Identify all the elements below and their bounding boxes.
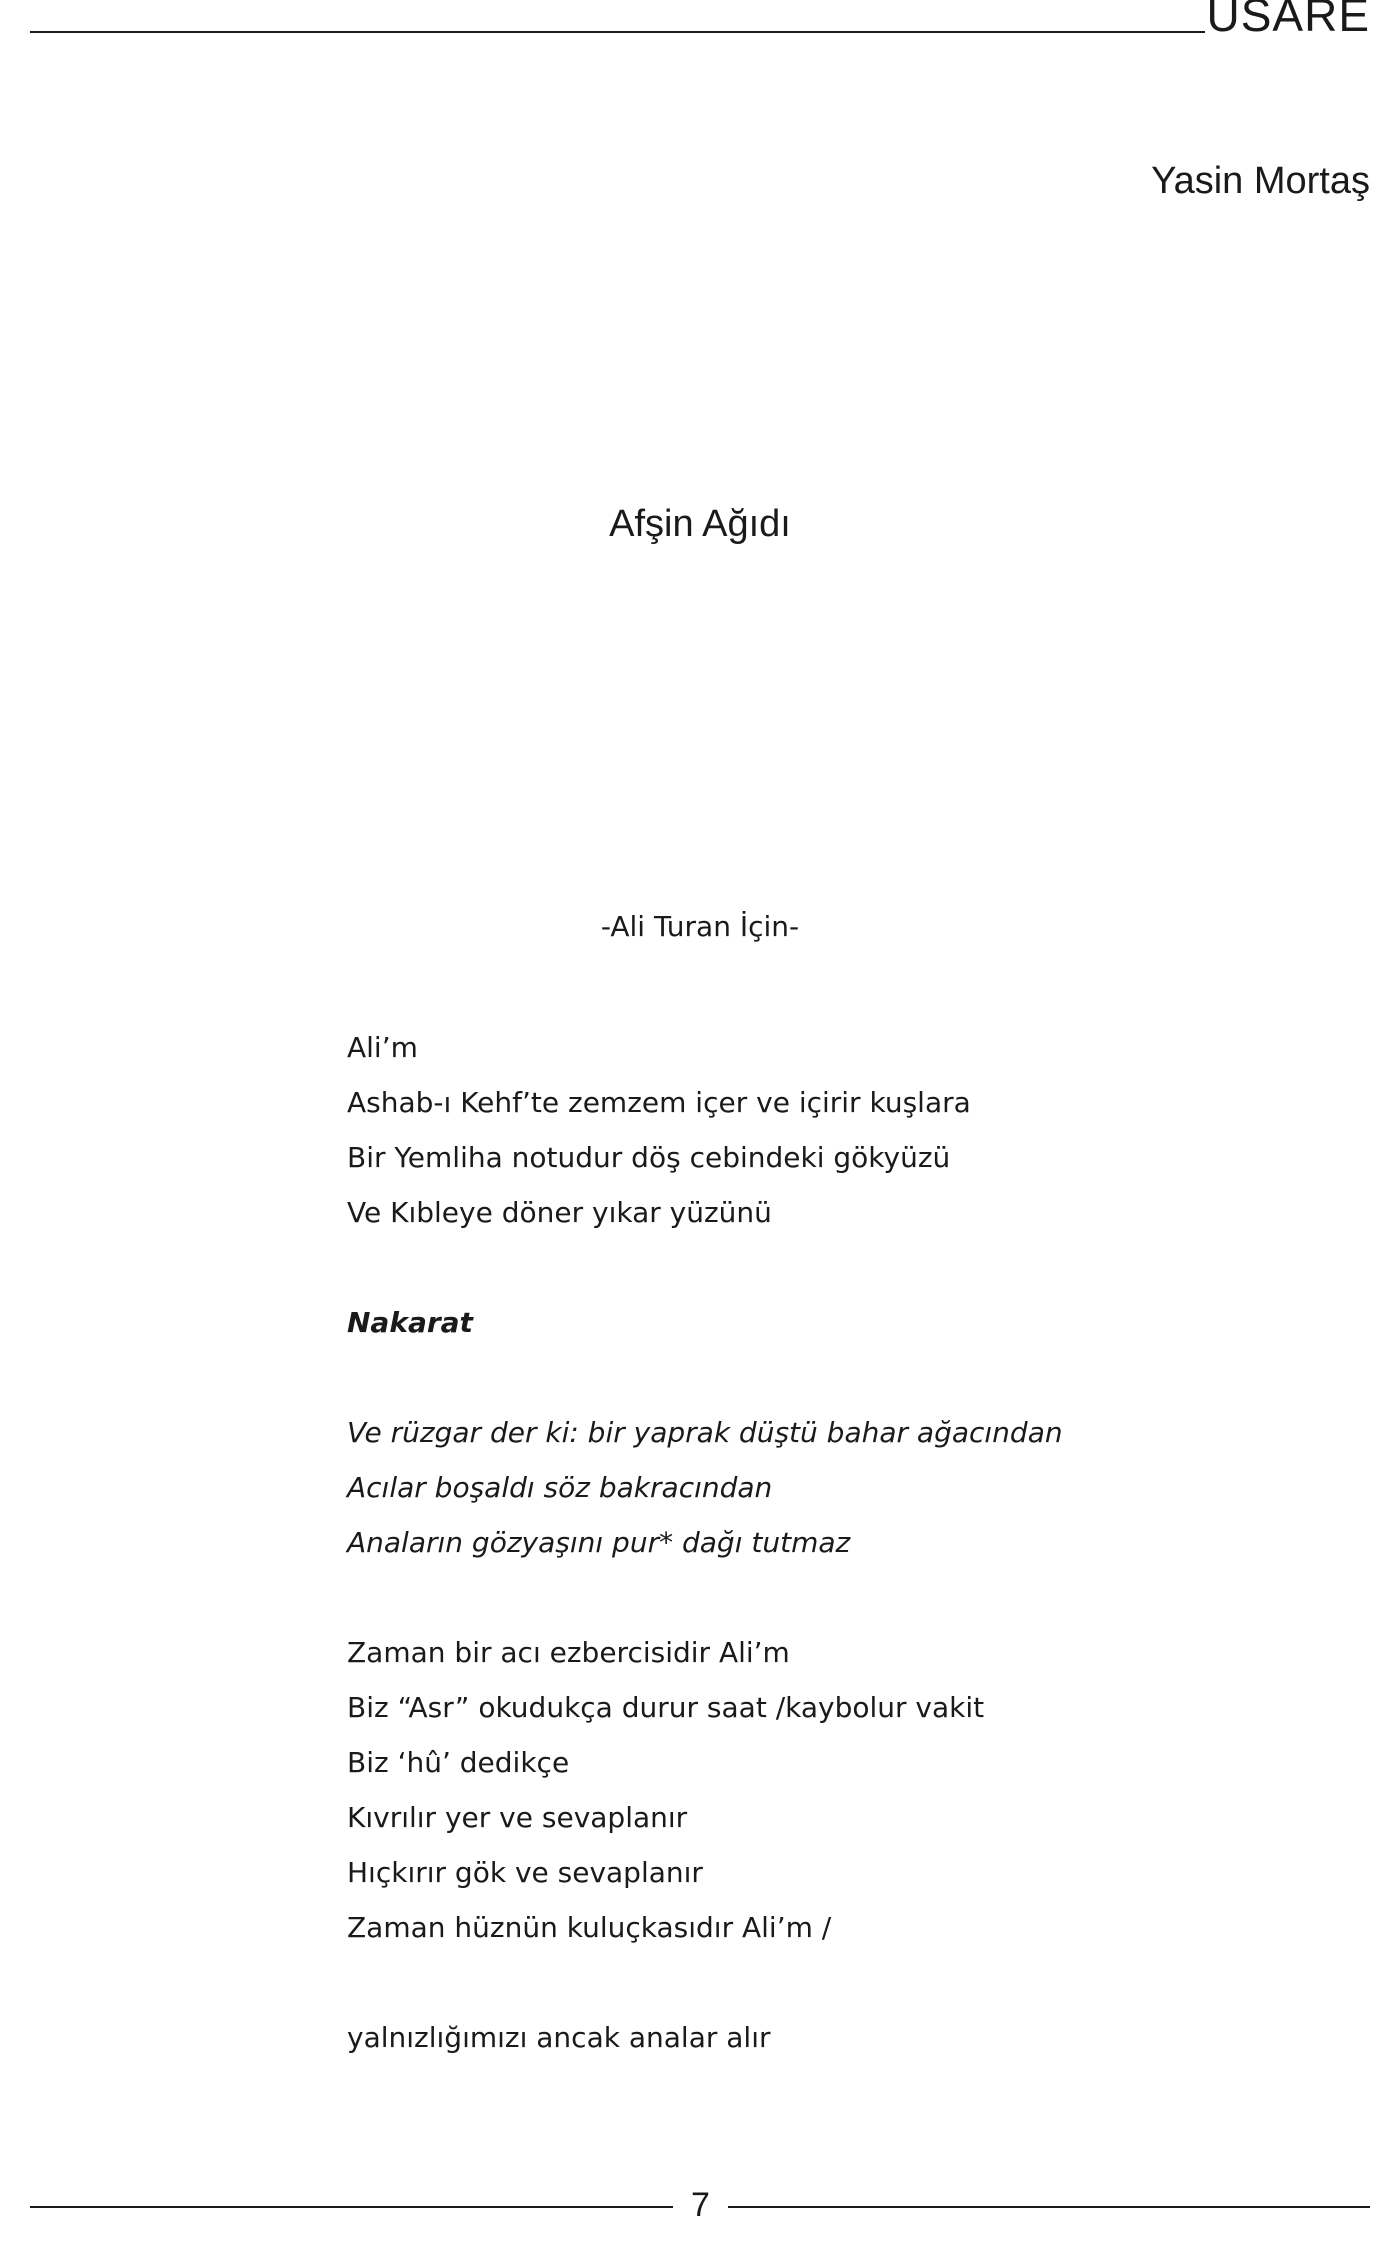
poem-line: Ashab-ı Kehf’te zemzem içer ve içirir kuşlara bbox=[347, 1086, 971, 1119]
stanza-break bbox=[347, 1955, 1063, 2010]
poem-line: Kıvrılır yer ve sevaplanır bbox=[347, 1801, 688, 1834]
poem-line: Biz “Asr” okudukça durur saat /kaybolur vakit bbox=[347, 1691, 985, 1724]
poem-line: yalnızlığımızı ancak analar alır bbox=[347, 2021, 771, 2054]
author-name: Yasin Mortaş bbox=[1151, 160, 1370, 202]
poem-dedication: -Ali Turan İçin- bbox=[600, 910, 800, 943]
poem-line: Bir Yemliha notudur döş cebindeki gökyüzü bbox=[347, 1141, 951, 1174]
page-number: 7 bbox=[691, 2186, 710, 2224]
stanza-break bbox=[347, 1570, 1063, 1625]
poem-body bbox=[347, 1020, 1063, 2065]
footer-rule-right bbox=[728, 2206, 1370, 2208]
footer-rule-left bbox=[30, 2206, 673, 2208]
refrain-line: Acılar boşaldı söz bakracından bbox=[347, 1471, 773, 1504]
refrain-heading: Nakarat bbox=[347, 1306, 473, 1339]
stanza-break bbox=[347, 1350, 1063, 1405]
poem-title: Afşin Ağıdı bbox=[609, 503, 791, 545]
stanza-break bbox=[347, 1240, 1063, 1295]
poem-line: Hıçkırır gök ve sevaplanır bbox=[347, 1856, 703, 1889]
journal-name: USARE bbox=[1206, 0, 1370, 41]
poem-line: Ali’m bbox=[347, 1031, 418, 1064]
poem-line: Ve Kıbleye döner yıkar yüzünü bbox=[347, 1196, 772, 1229]
refrain-line: Anaların gözyaşını pur* dağı tutmaz bbox=[347, 1526, 851, 1559]
header-rule bbox=[30, 31, 1205, 33]
poem-line: Zaman hüznün kuluçkasıdır Ali’m / bbox=[347, 1911, 832, 1944]
refrain-line: Ve rüzgar der ki: bir yaprak düştü bahar ağacından bbox=[347, 1416, 1063, 1449]
poem-line: Zaman bir acı ezbercisidir Ali’m bbox=[347, 1636, 790, 1669]
poem-line: Biz ‘hû’ dedikçe bbox=[347, 1746, 570, 1779]
